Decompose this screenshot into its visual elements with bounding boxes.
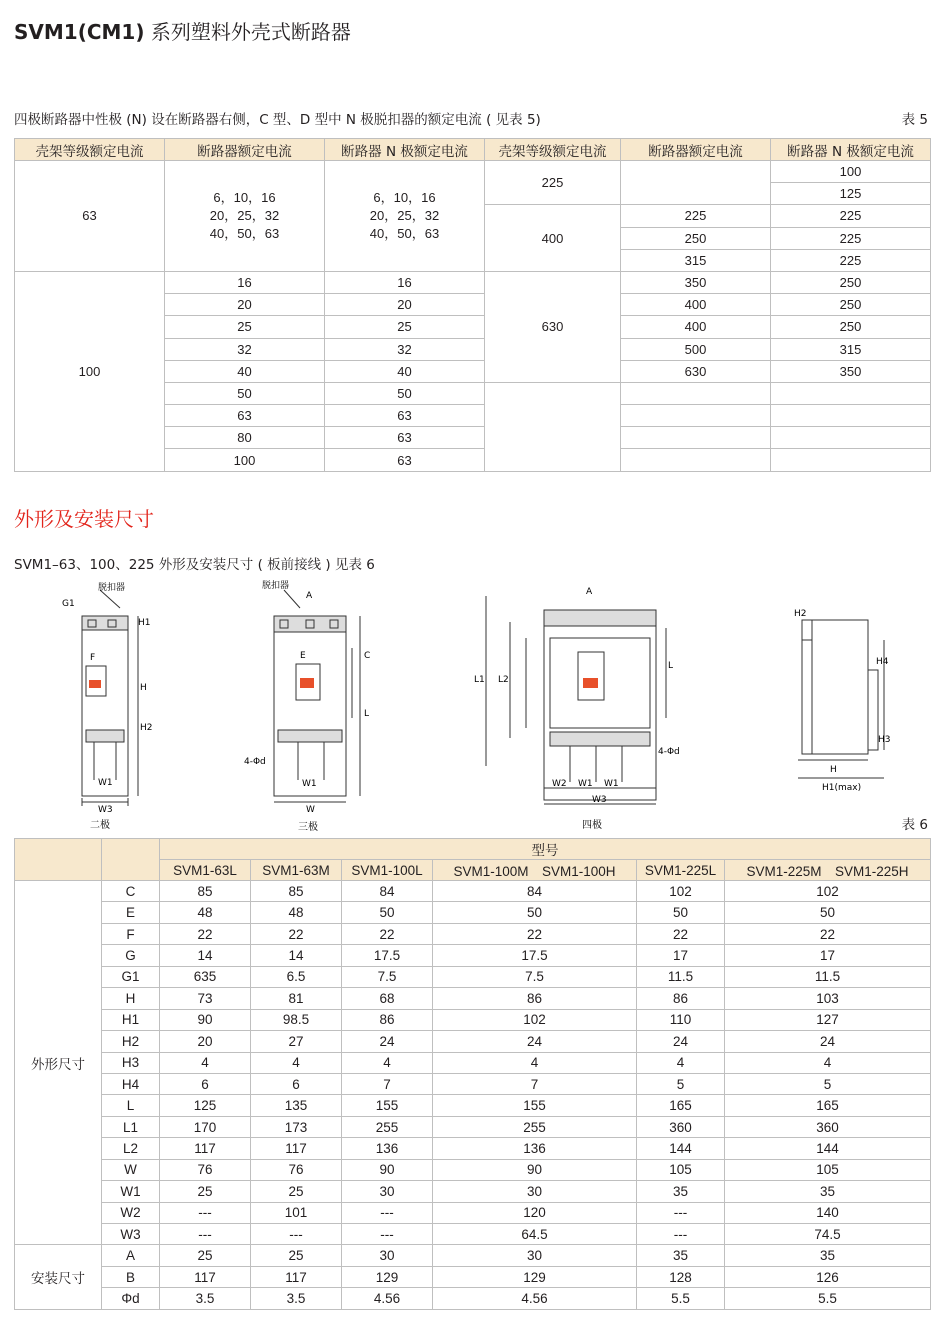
dimension-code-cell: H1 bbox=[102, 1009, 160, 1030]
dimension-value-cell: 24 bbox=[637, 1031, 725, 1052]
rated-current-cell: 20 bbox=[165, 294, 325, 316]
dimension-value-cell: 4 bbox=[342, 1052, 433, 1073]
dimension-value-cell: 173 bbox=[251, 1116, 342, 1137]
dimension-value-cell: 14 bbox=[251, 945, 342, 966]
dimension-value-cell: 4.56 bbox=[342, 1288, 433, 1309]
dimension-row bbox=[15, 1181, 931, 1202]
dimension-row bbox=[15, 1266, 931, 1287]
dimension-value-cell: 25 bbox=[160, 1181, 251, 1202]
dimension-row bbox=[15, 1031, 931, 1052]
dimension-value-cell: 7.5 bbox=[433, 966, 637, 987]
dimension-row bbox=[15, 1245, 931, 1266]
dimension-row bbox=[15, 881, 931, 902]
n-pole-current-cell: 32 bbox=[325, 338, 485, 360]
drawing-label: W1 bbox=[98, 778, 113, 788]
drawing-label: L bbox=[668, 661, 674, 671]
dimension-value-cell: --- bbox=[342, 1202, 433, 1223]
dimension-value-cell: 25 bbox=[251, 1245, 342, 1266]
drawing-label: H2 bbox=[794, 609, 807, 619]
dimension-row bbox=[15, 1116, 931, 1137]
drawing-label: H2 bbox=[140, 723, 153, 733]
dimension-code-cell: G1 bbox=[102, 966, 160, 987]
model-header: SVM1-63M bbox=[251, 860, 342, 881]
dimension-value-cell: 6 bbox=[251, 1073, 342, 1094]
n-pole-current-cell: 250 bbox=[771, 271, 931, 293]
drawing-label: W bbox=[306, 805, 315, 815]
dimension-value-cell: 48 bbox=[160, 902, 251, 923]
drawing-label: H1 bbox=[138, 618, 151, 628]
dimension-value-cell: 126 bbox=[725, 1266, 931, 1287]
dimension-code-cell: H3 bbox=[102, 1052, 160, 1073]
dimension-row bbox=[15, 945, 931, 966]
dimension-value-cell: 360 bbox=[725, 1116, 931, 1137]
model-header: SVM1-225L bbox=[637, 860, 725, 881]
n-pole-current-cell: 63 bbox=[325, 427, 485, 449]
three-pole-outline-drawing bbox=[240, 578, 390, 832]
dimension-value-cell: --- bbox=[637, 1224, 725, 1245]
dimension-value-cell: 86 bbox=[342, 1009, 433, 1030]
dimensions-table bbox=[14, 838, 931, 1310]
drawing-side-view bbox=[772, 600, 902, 800]
dimension-value-cell: 73 bbox=[160, 988, 251, 1009]
dimension-value-cell: 117 bbox=[251, 1266, 342, 1287]
drawing-three-pole bbox=[240, 578, 390, 832]
dimension-value-cell: 30 bbox=[342, 1181, 433, 1202]
rated-current-cell: 400 bbox=[621, 294, 771, 316]
dimension-value-cell: 105 bbox=[637, 1159, 725, 1180]
dimension-code-cell: C bbox=[102, 881, 160, 902]
dimension-value-cell: 7 bbox=[342, 1073, 433, 1094]
rated-current-cell: 25 bbox=[165, 316, 325, 338]
dimension-value-cell: 129 bbox=[342, 1266, 433, 1287]
rated-current-cell: 32 bbox=[165, 338, 325, 360]
n-pole-current-cell: 20 bbox=[325, 294, 485, 316]
dimension-value-cell: 24 bbox=[342, 1031, 433, 1052]
frame-current-cell: 225 bbox=[485, 161, 621, 205]
drawing-label: L1 bbox=[474, 675, 485, 685]
drawing-four-pole bbox=[470, 578, 694, 832]
empty-cell bbox=[485, 382, 621, 471]
dimension-value-cell: 35 bbox=[725, 1245, 931, 1266]
dimension-value-cell: 4 bbox=[637, 1052, 725, 1073]
dimension-value-cell: 102 bbox=[433, 1009, 637, 1030]
drawing-label: W3 bbox=[98, 805, 113, 815]
dimension-value-cell: 144 bbox=[637, 1138, 725, 1159]
dimension-value-cell: 3.5 bbox=[251, 1288, 342, 1309]
dimension-value-cell: 136 bbox=[433, 1138, 637, 1159]
dimension-value-cell: 48 bbox=[251, 902, 342, 923]
dimension-value-cell: 25 bbox=[160, 1245, 251, 1266]
dimension-value-cell: 22 bbox=[342, 923, 433, 944]
title-series: 系列塑料外壳式断路器 bbox=[150, 20, 351, 44]
dimension-value-cell: 6 bbox=[160, 1073, 251, 1094]
dimension-value-cell: 14 bbox=[160, 945, 251, 966]
dimension-code-cell: W2 bbox=[102, 1202, 160, 1223]
dimension-code-cell: L bbox=[102, 1095, 160, 1116]
dimension-value-cell: 4.56 bbox=[433, 1288, 637, 1309]
rated-current-cell bbox=[621, 161, 771, 205]
empty-cell bbox=[771, 382, 931, 404]
table6-label: 表 6 bbox=[901, 817, 928, 833]
title-model: SVM1(CM1) bbox=[14, 20, 145, 44]
dimension-value-cell: 35 bbox=[725, 1181, 931, 1202]
dimension-value-cell: 102 bbox=[637, 881, 725, 902]
dimension-value-cell: 144 bbox=[725, 1138, 931, 1159]
drawing-label: W1 bbox=[604, 779, 619, 789]
dimension-code-cell: A bbox=[102, 1245, 160, 1266]
n-pole-current-cell: 63 bbox=[325, 449, 485, 471]
dimension-value-cell: 90 bbox=[433, 1159, 637, 1180]
dimension-value-cell: 24 bbox=[433, 1031, 637, 1052]
dimension-value-cell: 128 bbox=[637, 1266, 725, 1287]
dimension-code-cell: F bbox=[102, 923, 160, 944]
dimension-code-cell: L1 bbox=[102, 1116, 160, 1137]
dimension-value-cell: 27 bbox=[251, 1031, 342, 1052]
drawing-label: 脱扣器 bbox=[262, 581, 290, 591]
dimension-value-cell: 5.5 bbox=[725, 1288, 931, 1309]
drawing-two-pole bbox=[58, 580, 168, 830]
n-pole-current-cell: 225 bbox=[771, 227, 931, 249]
rated-current-cell: 630 bbox=[621, 360, 771, 382]
drawing-label: 脱扣器 bbox=[98, 583, 126, 593]
dimension-group-cell: 外形尺寸 bbox=[15, 881, 102, 1245]
dimension-value-cell: 84 bbox=[342, 881, 433, 902]
drawing-label: W1 bbox=[302, 779, 317, 789]
dimension-value-cell: 5 bbox=[725, 1073, 931, 1094]
dimension-value-cell: --- bbox=[160, 1224, 251, 1245]
dimension-value-cell: 35 bbox=[637, 1245, 725, 1266]
four-pole-outline-drawing bbox=[470, 578, 694, 832]
drawing-label: H3 bbox=[878, 735, 891, 745]
n-pole-current-cell: 225 bbox=[771, 205, 931, 227]
dimension-code-cell: G bbox=[102, 945, 160, 966]
dimension-value-cell: 22 bbox=[637, 923, 725, 944]
dimension-code-cell: W1 bbox=[102, 1181, 160, 1202]
drawing-label: 4-Φd bbox=[244, 757, 266, 767]
dimension-row bbox=[15, 1224, 931, 1245]
dimension-value-cell: 4 bbox=[251, 1052, 342, 1073]
rated-current-cell: 40 bbox=[165, 360, 325, 382]
rated-current-line: 40，50，63 bbox=[209, 225, 280, 241]
dimension-value-cell: 76 bbox=[160, 1159, 251, 1180]
dimension-value-cell: 110 bbox=[637, 1009, 725, 1030]
dimension-value-cell: 90 bbox=[342, 1159, 433, 1180]
drawing-label: H bbox=[830, 765, 837, 775]
empty-cell bbox=[621, 449, 771, 471]
dimension-value-cell: 64.5 bbox=[433, 1224, 637, 1245]
neutral-pole-current-table bbox=[14, 138, 931, 472]
rated-current-cell: 500 bbox=[621, 338, 771, 360]
dimension-value-cell: 17.5 bbox=[433, 945, 637, 966]
drawing-caption: 二极 bbox=[90, 820, 110, 830]
rated-current-cell: 63 bbox=[165, 405, 325, 427]
dimension-value-cell: 165 bbox=[725, 1095, 931, 1116]
dimension-code-cell: L2 bbox=[102, 1138, 160, 1159]
drawing-label: G1 bbox=[62, 599, 75, 609]
dimension-value-cell: 74.5 bbox=[725, 1224, 931, 1245]
dimension-value-cell: --- bbox=[342, 1224, 433, 1245]
dimension-value-cell: 50 bbox=[342, 902, 433, 923]
dimension-value-cell: 155 bbox=[342, 1095, 433, 1116]
dimension-value-cell: 20 bbox=[160, 1031, 251, 1052]
empty-cell bbox=[621, 427, 771, 449]
dimension-value-cell: 86 bbox=[433, 988, 637, 1009]
model-header: SVM1-63L bbox=[160, 860, 251, 881]
dimension-value-cell: 103 bbox=[725, 988, 931, 1009]
frame-current-cell: 100 bbox=[15, 271, 165, 471]
rated-current-cell: 250 bbox=[621, 227, 771, 249]
dimension-code-cell: H2 bbox=[102, 1031, 160, 1052]
dimension-value-cell: 4 bbox=[433, 1052, 637, 1073]
dimension-row bbox=[15, 988, 931, 1009]
dimension-code-cell: E bbox=[102, 902, 160, 923]
rated-current-cell: 100 bbox=[165, 449, 325, 471]
n-pole-current-cell: 40 bbox=[325, 360, 485, 382]
dimension-value-cell: 255 bbox=[342, 1116, 433, 1137]
dimension-value-cell: 5 bbox=[637, 1073, 725, 1094]
dimension-value-cell: 22 bbox=[725, 923, 931, 944]
empty-cell bbox=[771, 405, 931, 427]
dimension-value-cell: 30 bbox=[433, 1181, 637, 1202]
dimension-value-cell: --- bbox=[251, 1224, 342, 1245]
dimension-value-cell: 81 bbox=[251, 988, 342, 1009]
table5-header: 壳架等级额定电流 bbox=[15, 139, 165, 161]
dimension-value-cell: 35 bbox=[637, 1181, 725, 1202]
rated-current-cell: 400 bbox=[621, 316, 771, 338]
n-pole-current-cell: 100 bbox=[771, 161, 931, 183]
rated-current-cell bbox=[165, 161, 325, 272]
n-pole-current-cell: 250 bbox=[771, 316, 931, 338]
rated-current-cell: 225 bbox=[621, 205, 771, 227]
dimension-value-cell: 24 bbox=[725, 1031, 931, 1052]
dimension-row bbox=[15, 966, 931, 987]
dimension-value-cell: 102 bbox=[725, 881, 931, 902]
dimension-value-cell: 30 bbox=[433, 1245, 637, 1266]
dimension-value-cell: 86 bbox=[637, 988, 725, 1009]
rated-current-cell: 16 bbox=[165, 271, 325, 293]
rated-current-cell: 50 bbox=[165, 382, 325, 404]
n-pole-current-cell: 50 bbox=[325, 382, 485, 404]
dimension-row bbox=[15, 1159, 931, 1180]
dimension-value-cell: 85 bbox=[160, 881, 251, 902]
dimension-value-cell: 11.5 bbox=[725, 966, 931, 987]
drawing-label: 4-Φd bbox=[658, 747, 680, 757]
dimension-value-cell: 255 bbox=[433, 1116, 637, 1137]
n-pole-current-cell: 25 bbox=[325, 316, 485, 338]
dimension-value-cell: 11.5 bbox=[637, 966, 725, 987]
dimension-value-cell: 135 bbox=[251, 1095, 342, 1116]
dimension-row bbox=[15, 1073, 931, 1094]
dimension-value-cell: 170 bbox=[160, 1116, 251, 1137]
table6-caption: SVM1–63、100、225 外形及安装尺寸 ( 板前接线 ) 见表 6 bbox=[14, 557, 375, 573]
dimension-value-cell: --- bbox=[160, 1202, 251, 1223]
dimension-value-cell: 22 bbox=[251, 923, 342, 944]
rated-current-cell: 315 bbox=[621, 249, 771, 271]
n-pole-current-cell: 350 bbox=[771, 360, 931, 382]
table5-header: 断路器 N 极额定电流 bbox=[325, 139, 485, 161]
dimension-value-cell: 117 bbox=[160, 1138, 251, 1159]
dimension-value-cell: 76 bbox=[251, 1159, 342, 1180]
dimension-value-cell: --- bbox=[637, 1202, 725, 1223]
dimension-value-cell: 85 bbox=[251, 881, 342, 902]
page-title bbox=[14, 16, 351, 45]
dimension-row bbox=[15, 1095, 931, 1116]
corner-cell bbox=[15, 839, 102, 881]
n-pole-current-line: 6，10，16 bbox=[373, 189, 436, 205]
dimension-row bbox=[15, 902, 931, 923]
side-view-outline-drawing bbox=[772, 600, 902, 800]
dimension-value-cell: 155 bbox=[433, 1095, 637, 1116]
dimension-row bbox=[15, 1202, 931, 1223]
dimension-value-cell: 101 bbox=[251, 1202, 342, 1223]
dimension-code-cell: W bbox=[102, 1159, 160, 1180]
model-header: SVM1-100M SVM1-100H bbox=[433, 860, 637, 881]
dimension-value-cell: 7 bbox=[433, 1073, 637, 1094]
dimension-row bbox=[15, 1288, 931, 1309]
dimension-value-cell: 4 bbox=[725, 1052, 931, 1073]
table5-header: 断路器额定电流 bbox=[165, 139, 325, 161]
dimension-value-cell: 117 bbox=[251, 1138, 342, 1159]
corner-cell bbox=[102, 839, 160, 881]
n-pole-current-line: 20，25，32 bbox=[369, 207, 440, 223]
n-pole-current-cell: 16 bbox=[325, 271, 485, 293]
dimension-value-cell: 140 bbox=[725, 1202, 931, 1223]
dimension-value-cell: 50 bbox=[725, 902, 931, 923]
n-pole-current-cell: 63 bbox=[325, 405, 485, 427]
two-pole-outline-drawing bbox=[58, 580, 168, 830]
dimensions-table-body bbox=[15, 881, 931, 1310]
n-pole-current-cell: 125 bbox=[771, 183, 931, 205]
dimension-value-cell: 25 bbox=[251, 1181, 342, 1202]
drawing-label: E bbox=[300, 651, 306, 661]
drawing-label: H1(max) bbox=[822, 783, 862, 793]
dimension-value-cell: 84 bbox=[433, 881, 637, 902]
drawing-label: W2 bbox=[552, 779, 567, 789]
table5-header: 断路器 N 极额定电流 bbox=[771, 139, 931, 161]
frame-current-cell: 400 bbox=[485, 205, 621, 272]
drawing-caption: 四极 bbox=[582, 820, 602, 831]
dimension-row bbox=[15, 1138, 931, 1159]
model-header: SVM1-100L bbox=[342, 860, 433, 881]
dimension-value-cell: 117 bbox=[160, 1266, 251, 1287]
drawing-label: H4 bbox=[876, 657, 889, 667]
drawing-label: F bbox=[90, 653, 96, 663]
drawing-label: W1 bbox=[578, 779, 593, 789]
dimension-code-cell: H bbox=[102, 988, 160, 1009]
dimension-value-cell: 127 bbox=[725, 1009, 931, 1030]
model-group-header: 型号 bbox=[160, 839, 931, 860]
drawing-label: L bbox=[364, 709, 370, 719]
dimension-value-cell: 17.5 bbox=[342, 945, 433, 966]
dimension-value-cell: 4 bbox=[160, 1052, 251, 1073]
drawing-label: A bbox=[586, 587, 593, 597]
rated-current-cell: 80 bbox=[165, 427, 325, 449]
dimension-value-cell: 22 bbox=[433, 923, 637, 944]
n-pole-current-cell bbox=[325, 161, 485, 272]
n-pole-current-cell: 225 bbox=[771, 249, 931, 271]
dimension-value-cell: 30 bbox=[342, 1245, 433, 1266]
table5-header: 断路器额定电流 bbox=[621, 139, 771, 161]
dimension-row bbox=[15, 1009, 931, 1030]
frame-current-cell: 630 bbox=[485, 271, 621, 382]
drawing-label: L2 bbox=[498, 675, 509, 685]
frame-current-cell: 63 bbox=[15, 161, 165, 272]
dimension-value-cell: 50 bbox=[433, 902, 637, 923]
dimension-value-cell: 120 bbox=[433, 1202, 637, 1223]
dimension-code-cell: Φd bbox=[102, 1288, 160, 1309]
table5-label: 表 5 bbox=[901, 112, 928, 128]
dimension-value-cell: 105 bbox=[725, 1159, 931, 1180]
drawing-label: A bbox=[306, 591, 313, 601]
drawing-caption: 三极 bbox=[298, 822, 318, 832]
dimension-code-cell: H4 bbox=[102, 1073, 160, 1094]
drawing-label: H bbox=[140, 683, 147, 693]
dimension-group-cell: 安装尺寸 bbox=[15, 1245, 102, 1309]
dimension-value-cell: 17 bbox=[725, 945, 931, 966]
empty-cell bbox=[771, 449, 931, 471]
dimension-value-cell: 90 bbox=[160, 1009, 251, 1030]
section-title: 外形及安装尺寸 bbox=[14, 507, 154, 531]
dimension-value-cell: 22 bbox=[160, 923, 251, 944]
dimension-value-cell: 635 bbox=[160, 966, 251, 987]
n-pole-current-cell: 315 bbox=[771, 338, 931, 360]
dimension-row bbox=[15, 1052, 931, 1073]
drawing-label: W3 bbox=[592, 795, 607, 805]
dimension-value-cell: 165 bbox=[637, 1095, 725, 1116]
empty-cell bbox=[771, 427, 931, 449]
dimension-value-cell: 6.5 bbox=[251, 966, 342, 987]
empty-cell bbox=[621, 405, 771, 427]
dimension-value-cell: 125 bbox=[160, 1095, 251, 1116]
dimension-value-cell: 360 bbox=[637, 1116, 725, 1137]
rated-current-cell: 350 bbox=[621, 271, 771, 293]
dimension-value-cell: 7.5 bbox=[342, 966, 433, 987]
dimension-value-cell: 136 bbox=[342, 1138, 433, 1159]
dimension-code-cell: B bbox=[102, 1266, 160, 1287]
table5-header: 壳架等级额定电流 bbox=[485, 139, 621, 161]
dimension-value-cell: 3.5 bbox=[160, 1288, 251, 1309]
dimension-value-cell: 17 bbox=[637, 945, 725, 966]
drawing-label: C bbox=[364, 651, 371, 661]
rated-current-line: 20，25，32 bbox=[209, 207, 280, 223]
dimension-row bbox=[15, 923, 931, 944]
n-pole-current-cell: 250 bbox=[771, 294, 931, 316]
model-header: SVM1-225M SVM1-225H bbox=[725, 860, 931, 881]
dimension-value-cell: 98.5 bbox=[251, 1009, 342, 1030]
empty-cell bbox=[621, 382, 771, 404]
dimension-value-cell: 5.5 bbox=[637, 1288, 725, 1309]
dimension-code-cell: W3 bbox=[102, 1224, 160, 1245]
dimension-value-cell: 129 bbox=[433, 1266, 637, 1287]
table5-caption: 四极断路器中性极 (N) 设在断路器右侧，C 型、D 型中 N 极脱扣器的额定电流 ( 见表 5) bbox=[14, 112, 541, 128]
n-pole-current-line: 40，50，63 bbox=[369, 225, 440, 241]
dimension-value-cell: 68 bbox=[342, 988, 433, 1009]
rated-current-line: 6，10，16 bbox=[213, 189, 276, 205]
dimension-value-cell: 50 bbox=[637, 902, 725, 923]
